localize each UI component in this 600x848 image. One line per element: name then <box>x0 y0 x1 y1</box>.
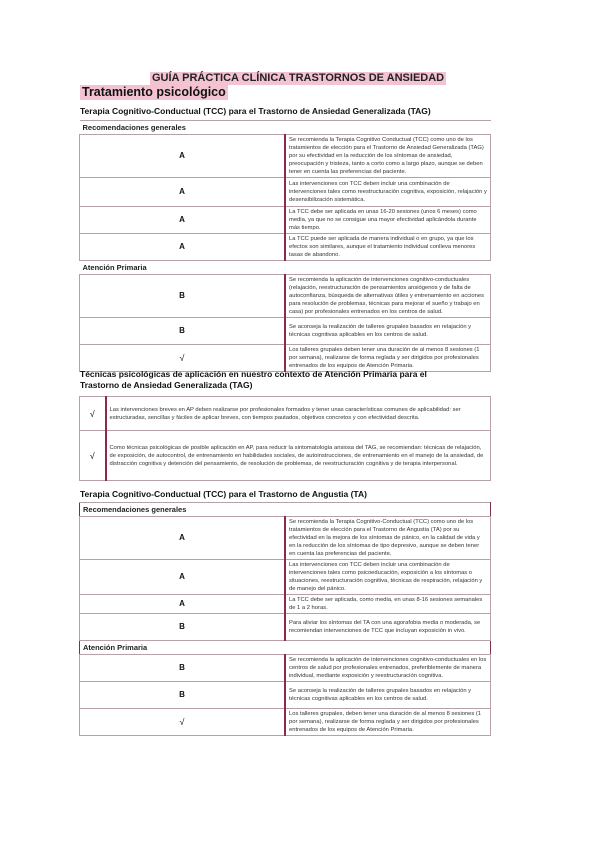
table-row <box>80 655 491 682</box>
recommendation-text: Las intervenciones con TCC deben incluir una combinación de intervenciones tales como reestructuración cognitiva, exposición, relajación y desensibilización sistemática. <box>285 178 491 207</box>
table-row <box>80 345 491 372</box>
recommendation-text: Se recomienda la aplicación de intervenciones cognitivo-conductuales en los centros de salud por profesionales entrenados, preferiblemente de manera individual, mediante exposición y reestructuración cognitiva. <box>285 655 491 682</box>
table-row <box>80 709 491 736</box>
grade-cell: A <box>80 135 286 178</box>
table-row <box>80 614 491 641</box>
grade-cell: B <box>80 614 286 641</box>
recommendation-text: Se recomienda la aplicación de intervenciones cognitivo-conductuales (relajación, reestructuración de pensamientos ansiógenos y de falta de autoconfianza, búsqueda de alternativas útiles y entrenamiento en acciones para resolución de problemas, técnicas para mejorar el sueño y trabajo en casa) por profesionales entrenados en los centros de salud. <box>285 275 491 318</box>
section-heading: Atención Primaria <box>80 641 491 655</box>
grade-cell: A <box>80 595 286 614</box>
grade-cell: √ <box>80 709 286 736</box>
table-row <box>80 517 491 560</box>
recommendation-text: Las intervenciones con TCC deben incluir una combinación de intervenciones tales como psicoeducación, exposición a los síntomas o situaciones, reestructuración cognitiva, técnicas de respiración, relajación y de manejo del pánico. <box>285 560 491 595</box>
table-row <box>80 560 491 595</box>
table-row <box>80 595 491 614</box>
grade-cell: A <box>80 517 286 560</box>
grade-cell: B <box>80 682 286 709</box>
grade-cell: √ <box>80 345 286 372</box>
tecnicas-block-title <box>80 369 427 391</box>
grade-cell: √ <box>80 397 106 431</box>
grade-cell: B <box>80 275 286 318</box>
table-row <box>80 207 491 234</box>
recommendation-text: Se recomienda la Terapia Cognitivo Conductual (TCC) como uno de los tratamientos de elección para el Trastorno de Ansiedad Generalizada (TAG) por su efectividad en la reducción de los síntomas de ansiedad, preocupación y tristeza, tanto a corto como a largo plazo, aunque se deben tener en cuenta las preferencias del paciente. <box>285 135 491 178</box>
tecnicas-title-line2: Trastorno de Ansiedad Generalizada (TAG) <box>80 380 253 390</box>
recommendation-text: Las intervenciones breves en AP deben realizarse por profesionales formados y tener unas características comunes de aplicabilidad: ser estructuradas, sencillas y fáciles de aplicar breves, con tiempos pautados, objetivos concretos y con efectividad descrita. <box>106 397 491 431</box>
page-title: GUÍA PRÁCTICA CLÍNICA TRASTORNOS DE ANSIEDAD <box>152 72 445 84</box>
grade-cell: √ <box>80 431 106 481</box>
recommendation-text: La TCC debe ser aplicada en unas 16-20 sesiones (unos 6 meses) como media, ya que no se consigue una mayor efectividad aplicándola durante más tiempo. <box>285 207 491 234</box>
table-row <box>80 397 491 431</box>
table-row <box>80 318 491 345</box>
recommendation-text: Se recomienda la Terapia Cognitivo-Conductual (TCC) como uno de los tratamientos de elección para el Trastorno de Angustia (TA) por su efectividad en la mejora de los síntomas de pánico, en la calidad de vida y en la reducción de los síntomas de tipo depresivo, aunque se deben tener en cuenta las preferencias del paciente. <box>285 517 491 560</box>
table-row <box>80 178 491 207</box>
section-heading: Atención Primaria <box>80 261 491 275</box>
section-subtitle: Tratamiento psicológico <box>82 85 226 99</box>
recommendation-text: La TCC debe ser aplicada, como media, en unas 8-16 sesiones semanales de 1 a 2 horas. <box>285 595 491 614</box>
tag-recommendations-table <box>79 120 491 372</box>
table-row <box>80 135 491 178</box>
recommendation-text: Como técnicas psicológicas de posible aplicación en AP, para reducir la sintomatología ansiosa del TAG, se recomiendan: técnicas de relajación, de exposición, de autocontrol, de entrenamiento en habilidades sociales, de autoinstrucciones, de entrenamiento en el manejo de la ansiedad, de distracción cognitiva y detención del pensamiento, de resolución de problemas, de reestructuración cognitiva y de terapia interpersonal. <box>106 431 491 481</box>
ta-recommendations-table <box>79 502 491 736</box>
grade-cell: A <box>80 234 286 261</box>
grade-cell: A <box>80 207 286 234</box>
recommendation-text: Se aconseja la realización de talleres grupales basados en relajación y técnicas cognitivas aplicables en los centros de salud. <box>285 318 491 345</box>
grade-cell: B <box>80 318 286 345</box>
tecnicas-table <box>79 396 491 481</box>
section-heading: Recomendaciones generales <box>80 121 491 135</box>
recommendation-text: Se aconseja la realización de talleres grupales basados en relajación y técnicas cognitivas aplicables en los centros de salud. <box>285 682 491 709</box>
recommendation-text: Los talleres grupales deben tener una duración de al menos 8 sesiones (1 por semana), realizarse de forma reglada y ser dirigidos por profesionales entrenados de los equipos de Atención Primaria. <box>285 345 491 372</box>
table-row <box>80 275 491 318</box>
table-row <box>80 431 491 481</box>
table-row <box>80 682 491 709</box>
recommendation-text: Los talleres grupales, deben tener una duración de al menos 8 sesiones (1 por semana), realizarse de forma reglada y ser dirigidos por profesionales entrenados de los equipos de Atención Primaria. <box>285 709 491 736</box>
grade-cell: B <box>80 655 286 682</box>
table-row <box>80 234 491 261</box>
grade-cell: A <box>80 560 286 595</box>
section-heading: Recomendaciones generales <box>80 503 491 517</box>
ta-block-title: Terapia Cognitivo-Conductual (TCC) para el Trastorno de Angustia (TA) <box>80 489 367 499</box>
recommendation-text: Para aliviar los síntomas del TA con una agorafobia media o moderada, se recomiendan intervenciones de TCC que incluyan exposición in vivo. <box>285 614 491 641</box>
tecnicas-title-line1: Técnicas psicológicas de aplicación en nuestro contexto de Atención Primaria para el <box>80 369 427 379</box>
recommendation-text: La TCC puede ser aplicada de manera individual o en grupo, ya que los efectos son similares, aunque el tratamiento individual conlleva menores tasas de abandono. <box>285 234 491 261</box>
grade-cell: A <box>80 178 286 207</box>
tag-block-title: Terapia Cognitivo-Conductual (TCC) para el Trastorno de Ansiedad Generalizada (TAG) <box>80 106 431 116</box>
